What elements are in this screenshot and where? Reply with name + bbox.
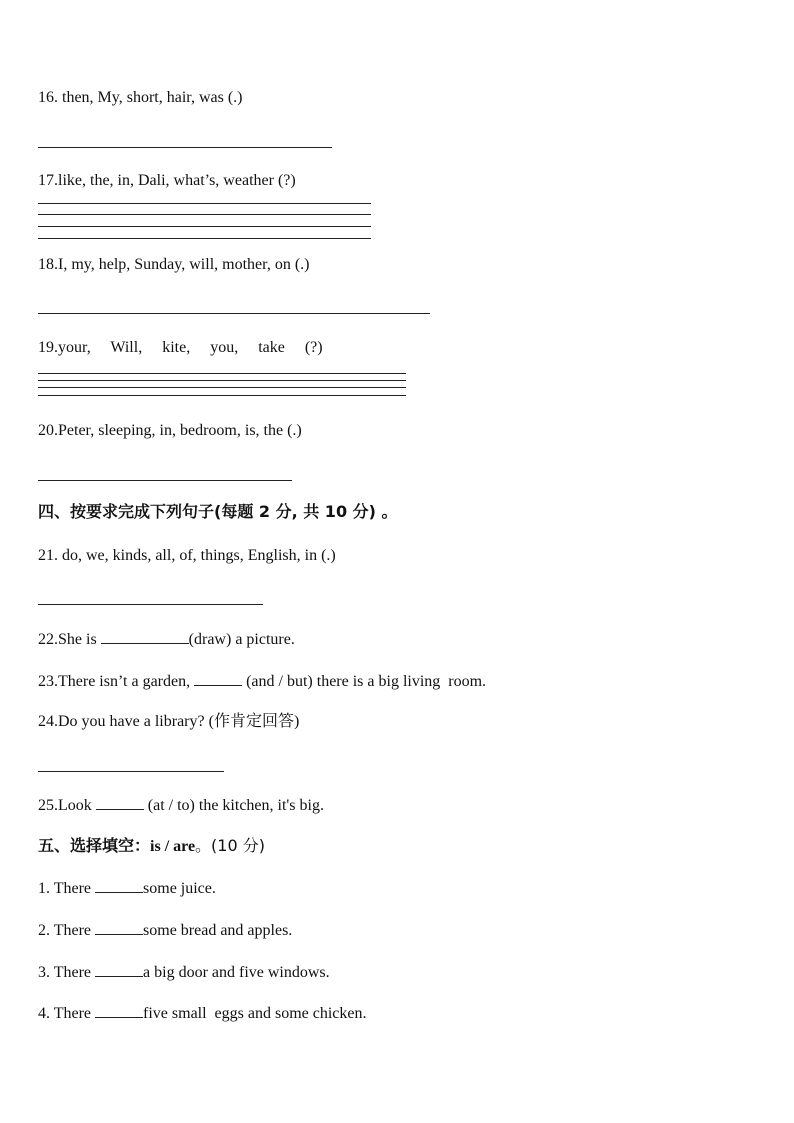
fill-blank[interactable] [95,878,143,893]
answer-line-19b [38,380,406,381]
answer-line-19d [38,395,406,396]
section-4-heading: 四、按要求完成下列句子(每题 2 分, 共 10 分) 。 [38,502,398,521]
fill-item-4 [38,1003,367,1024]
question-23-text: 23.There isn’t a garden, [38,673,195,690]
question-18: 18.I, my, help, Sunday, will, mother, on (.) [38,256,310,273]
fill-item-text: some bread and apples. [143,922,293,939]
answer-line-19c [38,387,406,388]
section-5-heading-post: 。(10 分) [195,836,265,855]
question-21: 21. do, we, kinds, all, of, things, English, in (.) [38,547,336,564]
fill-item-2 [38,920,292,941]
section-5-heading [38,836,265,857]
answer-line-16 [38,147,332,148]
question-24: 24.Do you have a library? (作肯定回答) [38,713,300,730]
fill-blank[interactable] [95,962,143,977]
answer-line-19a [38,373,406,374]
answer-line-17d [38,238,371,239]
fill-item-text: some juice. [143,880,216,897]
question-22 [38,629,295,650]
question-22-hint: (draw) a picture. [188,631,295,648]
blank-25[interactable] [96,795,144,810]
question-25 [38,795,324,816]
fill-item-text: 3. There [38,964,96,981]
question-20: 20.Peter, sleeping, in, bedroom, is, the (.) [38,422,302,439]
fill-blank[interactable] [95,920,143,935]
section-5-heading-choices: is / are [150,838,196,855]
fill-item-text: five small eggs and some chicken. [143,1005,367,1022]
question-16: 16. then, My, short, hair, was (.) [38,89,243,106]
answer-line-24 [38,771,224,772]
answer-line-17b [38,214,371,215]
fill-item-text: 1. There [38,880,96,897]
answer-line-17a [38,203,371,204]
question-19: 19.your, Will, kite, you, take (?) [38,339,323,356]
question-25-text: 25.Look [38,797,96,814]
answer-line-20 [38,480,292,481]
blank-22[interactable] [101,629,189,644]
answer-line-18 [38,313,430,314]
question-25-hint: (at / to) the kitchen, it's big. [143,797,324,814]
question-17: 17.like, the, in, Dali, what’s, weather (?) [38,172,296,189]
fill-item-text: a big door and five windows. [143,964,330,981]
fill-item-text: 4. There [38,1005,96,1022]
blank-23[interactable] [194,671,242,686]
question-23 [38,671,486,692]
question-22-text: 22.She is [38,631,101,648]
question-23-hint: (and / but) there is a big living room. [242,673,487,690]
answer-line-17c [38,226,371,227]
fill-item-text: 2. There [38,922,96,939]
fill-item-1 [38,878,216,899]
answer-line-21 [38,604,263,605]
fill-blank[interactable] [95,1003,143,1018]
section-5-heading-pre: 五、选择填空： [38,836,151,855]
fill-item-3 [38,962,330,983]
